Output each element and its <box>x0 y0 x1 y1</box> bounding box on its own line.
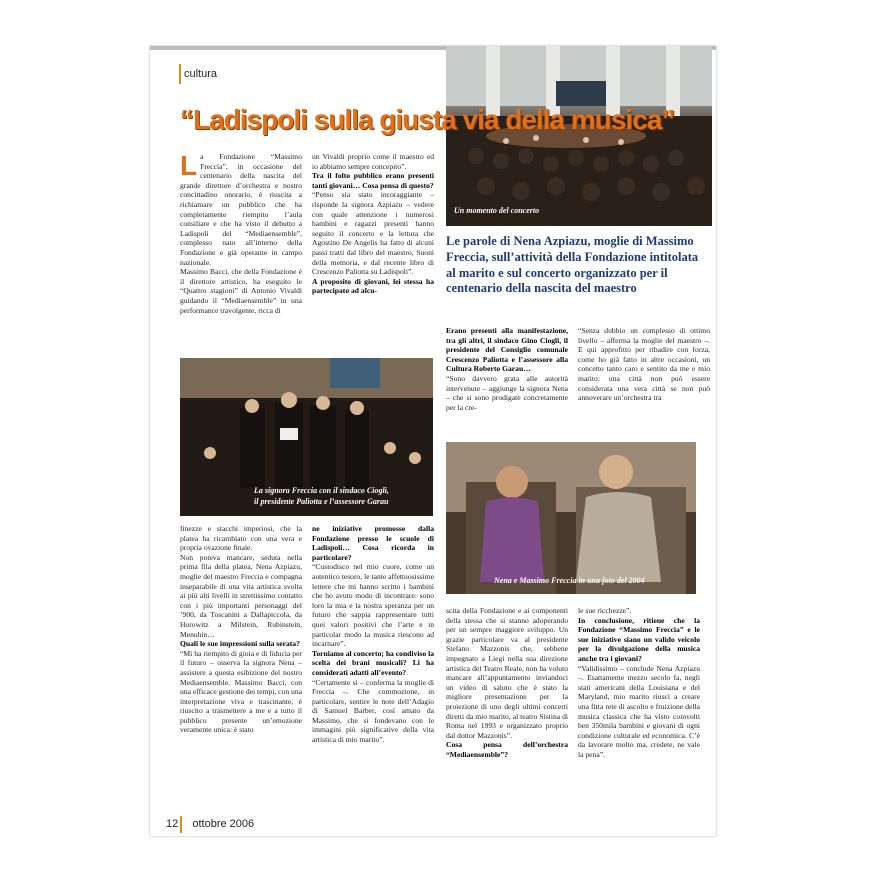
interview-question: Torniamo al concerto; ha condiviso la scelta dei brani musicali? Li ha considerati adatti all’evento? <box>312 648 434 677</box>
interview-question: Cosa pensa dell’orchestra “Mediaensemble”? <box>446 740 568 759</box>
text-column-6 <box>312 524 434 814</box>
text-column-4 <box>578 326 710 438</box>
paragraph: “Senza dubbio un complesso di ottimo livello – afferma la moglie del maestro –. E qui approfitto per ribadire con forza, come ho già fatto in altre occasioni, un concetto tanto caro e sentito da me e mio marito: una città non può essere considerata una vera città se non può annoverare un’orchestra tra <box>578 326 710 403</box>
text-column-5 <box>180 524 302 814</box>
couple-photo-art <box>446 442 696 594</box>
paragraph: finezze e stacchi imperiosi, che la platea ha ricambiato con una vera e propria ovazione finale. <box>180 524 302 553</box>
paragraph: “Validissimo – conclude Nena Azpiazu –. Esattamente mezzo secolo fa, negli stati americani della Louisiana e del Maryland, mio marito riuscì a creare una fitta rete di ascolto e fruizione della musica classica che ha visto coinvolti ben 350mila bambini e giovani di ogni condizione culturale ed economica. C’è da lavorare molto ma, credete, ne vale la pena”. <box>578 663 700 759</box>
folio-marker <box>180 816 182 833</box>
couple-photo-caption: Nena e Massimo Freccia in una foto del 2004 <box>494 576 645 585</box>
section-label: cultura <box>184 68 218 80</box>
paragraph: “Sono davvero grata alle autorità intervenute – aggiunge la signora Nena – che si sono prodigate concretamente per la cre- <box>446 373 568 412</box>
text-column-8 <box>578 606 700 814</box>
article-subtitle: Le parole di Nena Azpiazu, moglie di Massimo Freccia, sull’attività della Fondazione intitolata al marito e sul concerto organizzato per il centenario della nascita del maestro <box>446 234 699 296</box>
paragraph: “Penso sia stato incoraggiante – risponde la signora Azpiazu – vedere con quale attenzione i numerosi bambini e ragazzi presenti hanno seguito il concerto e la lettura che Agostino De Angelis ha fatto di alcuni passi tratti dal libro del maestro, Suoni della memoria, e dal recente libro di Crescenzo Paliotta su Ladispoli”. <box>312 190 434 277</box>
couple-photo <box>446 442 696 594</box>
concert-photo-caption: Un momento del concerto <box>454 206 540 215</box>
article-title: “Ladispoli sulla giusta via della musica” <box>180 104 675 135</box>
ceremony-caption-line-1: La signora Freccia con il sindaco Ciogli, <box>254 486 389 495</box>
issue-date: ottobre 2006 <box>192 818 255 830</box>
interview-question: A proposito di giovani, lei stessa ha partecipato ad alcu- <box>312 276 434 296</box>
interview-question: Erano presenti alla manifestazione, tra gli altri, il sindaco Gino Ciogli, il presidente del Consiglio comunale Crescenzo Paliotta e l’assessore alla Cultura Roberto Garau… <box>446 326 568 374</box>
page-number: 12 <box>166 818 179 830</box>
paragraph: “Custodisco nel mio cuore, come un autentico tesoro, le tante affettuosissime lettere che mi hanno scritto i bambini che ho avuto modo di incontrare: sono loro la mia e la nostra speranza per un futuro che sappia rappresentare tutti quei valori positivi che l’arte e in particolar modo la musica riescono ad incarnare”. <box>312 562 434 649</box>
section-marker <box>179 64 181 84</box>
paragraph: scita della Fondazione e ai componenti della stessa che si stanno adoperando per un sempre maggiore sviluppo. Un grazie particolare va al presidente Stefano Mazzonis che, sebbene impegnato a Liegi nella sua direzione artistica del Teatro Reale, non ha voluto mancare all’appuntamento inviandoci un video di saluto che è stato la migliore presentazione per la proiezione di uno degli ultimi concerti diretti da mio marito, al teatro Sistina di Roma nel 1993 e organizzato proprio dal dottor Mazzonis”. <box>446 606 568 740</box>
text-column-1 <box>180 152 302 352</box>
ceremony-caption-line-2: il presidente Paliotta e l’assessore Garau <box>254 497 389 506</box>
interview-question: Tra il folto pubblico erano presenti tanti giovani… Cosa pensa di questo? <box>312 171 434 190</box>
paragraph: “Mi ha riempito di gioia e di fiducia per il futuro – osserva la signora Nena – assistere a questa esibizione del nostro Mediaensemble. Massimo Bacci, con una efficace gestione dei tempi, con una interpretazione viva e trascinante, è riuscito a trasmettere a me e a tutto il pubblico presente un’emozione veramente unica: è stato <box>180 648 302 735</box>
interview-question: ne iniziative promosse dalla Fondazione presso le scuole di Ladispoli… Cosa ricorda in particolare? <box>312 524 434 562</box>
paragraph: Non poteva mancare, seduta nella prima fila della platea, Nena Azpiazu, moglie del maestro Freccia e compagna inseparabile di una vita artistica svolta ai più alti livelli in strettissimo contatto con i più importanti personaggi del ’900, da Toscanini a Dallapiccola, da Horowitz a Milstein, Rubinstein, Menuhin… <box>180 552 302 639</box>
ceremony-photo <box>180 358 433 516</box>
text-column-7 <box>446 606 568 814</box>
paragraph: un Vivaldi proprio come il maestro ed io abbiamo sempre concepito”. <box>312 152 434 171</box>
interview-question: In conclusione, ritiene che la Fondazione “Massimo Freccia” e le sue iniziative siano un valido veicolo per la divulgazione della musica anche tra i giovani? <box>578 615 700 663</box>
interview-question: Quali le sue impressioni sulla serata? <box>180 639 300 649</box>
text-column-3 <box>446 326 568 438</box>
concert-photo-art <box>446 46 712 226</box>
drop-cap: L <box>180 152 198 181</box>
text-column-2 <box>312 152 434 352</box>
paragraph: a Fondazione “Massimo Freccia”, in occasione del centenario della nascita del grande direttore d’orchestra e nostro concittadino onorario, è riuscita a richiamare un pubblico che ha completamente riempito l’aula consiliare e che ha visto il debutto a Ladispoli del “Mediaensemble”, complesso nato all’interno della Fondazione e già operante in campo nazionale. <box>180 152 302 267</box>
paragraph: Massimo Bacci, che della Fondazione è il direttore artistico, ha eseguito le “Quattro stagioni” di Antonio Vivaldi guidando il “Mediaensemble” in una performance travolgente, ricca di <box>180 267 302 315</box>
paragraph: le sue ricchezze”. <box>578 606 632 615</box>
concert-photo <box>446 46 712 226</box>
paragraph: “Certamente sì – conferma la moglie di Freccia –. Che commozione, in particolare, sentire le note dell’Adagio di Samuel Barber, così amato da Massimo, che si fondevano con le immagini più significative della vita artistica di mio marito”. <box>312 677 434 745</box>
